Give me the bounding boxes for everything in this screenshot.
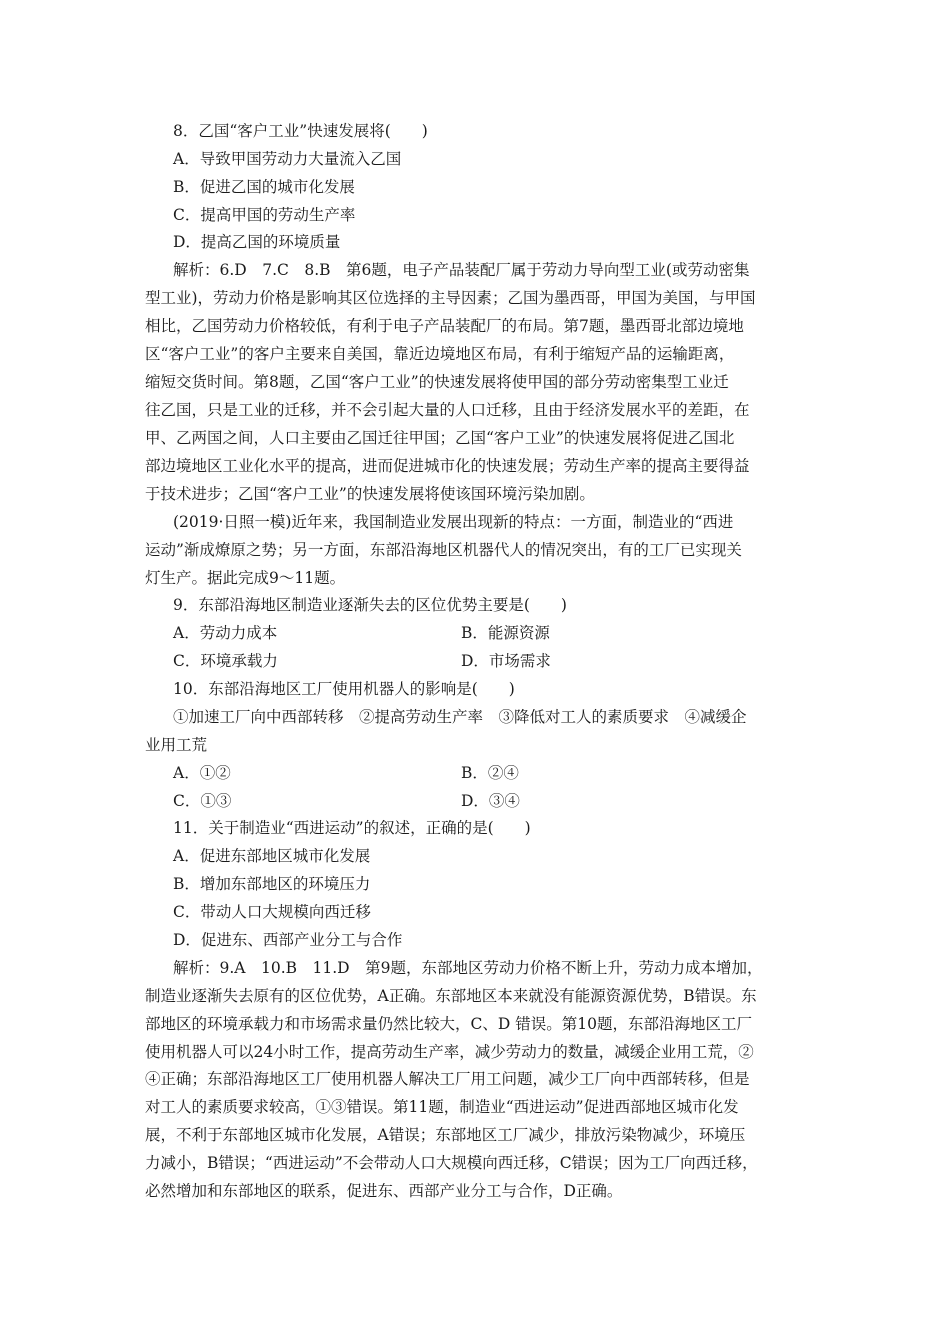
question-11-option-c: C．带动人口大规模向西迁移 [173, 903, 371, 921]
analysis-2-line: 使用机器人可以24小时工作，提高劳动生产率，减少劳动力的数量，减缓企业用工荒，② [145, 1043, 754, 1061]
analysis-2-line: ④正确；东部沿海地区工厂使用机器人解决工厂用工问题，减少工厂向中西部转移，但是 [145, 1070, 750, 1088]
question-11-stem: 11．关于制造业“西进运动”的叙述，正确的是( ) [173, 819, 531, 837]
analysis-2-line: 展，不利于东部地区城市化发展，A错误；东部地区工厂减少，排放污染物减少，环境压 [145, 1126, 746, 1144]
analysis-2-line: 力减小，B错误；“西进运动”不会带动人口大规模向西迁移，C错误；因为工厂向西迁移， [145, 1154, 758, 1172]
question-11-option-a: A．促进东部地区城市化发展 [173, 847, 371, 865]
analysis-1-line: 缩短交货时间。第8题，乙国“客户工业”的快速发展将使甲国的部分劳动密集型工业迁 [145, 373, 729, 391]
analysis-1-line: 甲、乙两国之间，人口主要由乙国迁往甲国；乙国“客户工业”的快速发展将促进乙国北 [145, 429, 735, 447]
analysis-1-line: 往乙国，只是工业的迁移，并不会引起大量的人口迁移，且由于经济发展水平的差距，在 [145, 401, 750, 419]
question-9-option-a: A．劳动力成本 [173, 624, 278, 642]
question-11-option-d: D．促进东、西部产业分工与合作 [173, 931, 403, 949]
question-10-items: ①加速工厂向中西部转移 ②提高劳动生产率 ③降低对工人的素质要求 ④减缓企 [173, 708, 747, 726]
analysis-1-line: 型工业)，劳动力价格是影响其区位选择的主导因素；乙国为墨西哥，甲国为美国，与甲国 [145, 289, 756, 307]
question-10-option-c: C．①③ [173, 792, 232, 810]
analysis-2-line: 制造业逐渐失去原有的区位优势，A正确。东部地区本来就没有能源资源优势，B错误。东 [145, 987, 757, 1005]
question-11-option-b: B．增加东部地区的环境压力 [173, 875, 371, 893]
intro-line: (2019·日照一模)近年来，我国制造业发展出现新的特点：一方面，制造业的“西进 [173, 513, 734, 531]
question-10-stem: 10．东部沿海地区工厂使用机器人的影响是( ) [173, 680, 515, 698]
analysis-2-line: 部地区的环境承载力和市场需求量仍然比较大，C、D 错误。第10题，东部沿海地区工厂 [145, 1015, 752, 1033]
question-8-option-d: D．提高乙国的环境质量 [173, 233, 341, 251]
analysis-2-line: 解析：9.A 10.B 11.D 第9题，东部地区劳动力价格不断上升，劳动力成本增加， [173, 959, 763, 977]
question-9-option-d: D．市场需求 [461, 652, 551, 670]
question-10-items: 业用工荒 [145, 736, 208, 754]
analysis-2-line: 必然增加和东部地区的联系，促进东、西部产业分工与合作，D正确。 [145, 1182, 623, 1200]
intro-line: 运动”渐成燎原之势；另一方面，东部沿海地区机器代人的情况突出，有的工厂已实现关 [145, 541, 742, 559]
analysis-1-line: 解析：6.D 7.C 8.B 第6题，电子产品装配厂属于劳动力导向型工业(或劳动密集 [173, 261, 750, 279]
question-8-option-b: B．促进乙国的城市化发展 [173, 178, 355, 196]
analysis-1-line: 于技术进步；乙国“客户工业”的快速发展将使该国环境污染加剧。 [145, 485, 595, 503]
question-10-option-a: A．①② [173, 764, 231, 782]
analysis-1-line: 相比，乙国劳动力价格较低，有利于电子产品装配厂的布局。第7题，墨西哥北部边境地 [145, 317, 744, 335]
question-9-option-b: B．能源资源 [461, 624, 550, 642]
question-10-option-b: B．②④ [461, 764, 519, 782]
question-8-option-c: C．提高甲国的劳动生产率 [173, 206, 356, 224]
question-8-stem: 8．乙国“客户工业”快速发展将( ) [173, 122, 428, 140]
question-9-option-c: C．环境承载力 [173, 652, 278, 670]
analysis-1-line: 部边境地区工业化水平的提高，进而促进城市化的快速发展；劳动生产率的提高主要得益 [145, 457, 750, 475]
intro-line: 灯生产。据此完成9～11题。 [145, 569, 346, 587]
analysis-1-line: 区“客户工业”的客户主要来自美国，靠近边境地区布局，有利于缩短产品的运输距离， [145, 345, 735, 363]
question-10-option-d: D．③④ [461, 792, 520, 810]
analysis-2-line: 对工人的素质要求较高，①③错误。第11题，制造业“西进运动”促进西部地区城市化发 [145, 1098, 739, 1116]
question-9-stem: 9．东部沿海地区制造业逐渐失去的区位优势主要是( ) [173, 596, 567, 614]
question-8-option-a: A．导致甲国劳动力大量流入乙国 [173, 150, 402, 168]
